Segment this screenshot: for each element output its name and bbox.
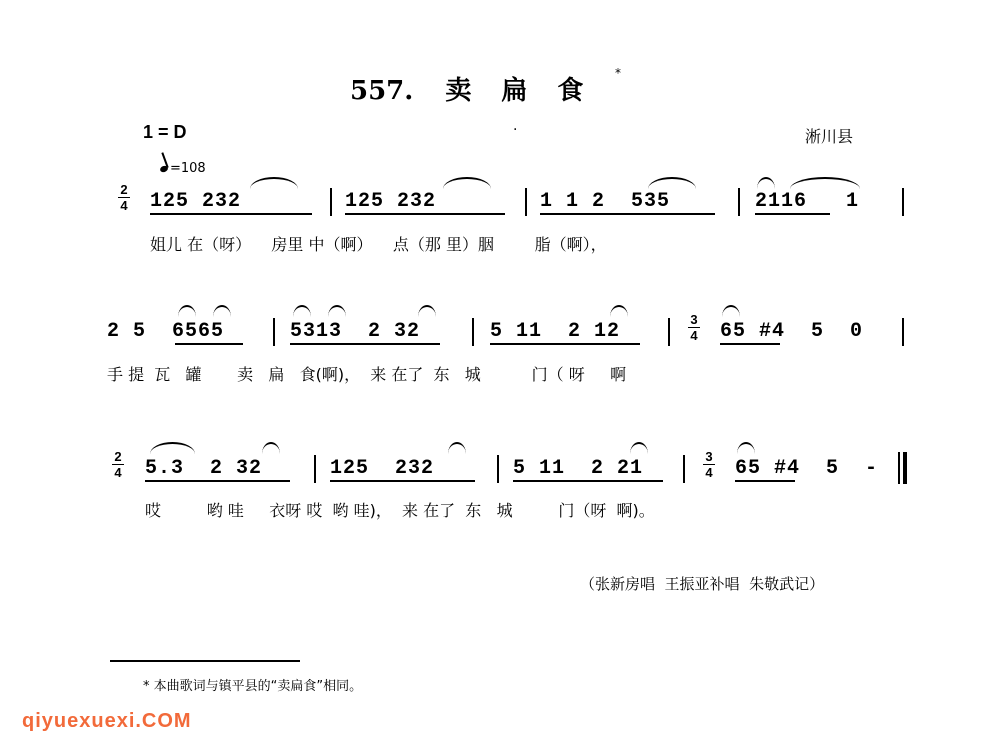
- measure-notes: 125 232: [150, 190, 242, 213]
- tempo-marking: [160, 161, 206, 176]
- beam-underline: [735, 480, 795, 482]
- beam-underline: [513, 480, 663, 482]
- time-signature-2-4: 2 4: [112, 450, 124, 479]
- beam-underline: [150, 213, 312, 215]
- slur: [610, 305, 628, 317]
- key-signature: 1 = D: [143, 122, 187, 142]
- slur: [150, 442, 195, 454]
- measure-notes: 65 #4 5 -: [735, 457, 879, 480]
- title-char: 食: [557, 76, 584, 106]
- time-signature-3-4: 3 4: [688, 313, 700, 342]
- beam-underline: [145, 480, 290, 482]
- slur: [648, 177, 696, 189]
- beam-underline: [755, 213, 830, 215]
- slur: [448, 442, 466, 454]
- final-bar-thick: [903, 452, 907, 484]
- measure-notes: 5 11 2 12: [490, 320, 621, 343]
- beam-underline: [490, 343, 640, 345]
- measure-notes: 125 232: [345, 190, 437, 213]
- lyrics-line: 姐儿 在（呀） 房里 中（啊） 点（那 里）胭 脂（啊），: [150, 235, 607, 254]
- bar-line: [497, 455, 499, 483]
- measure-notes: 65 #4 5 0: [720, 320, 864, 343]
- lyrics-line: 手 提 瓦 罐 卖 扁 食(啊)， 来 在了 东 城 门（ 呀 啊: [107, 365, 627, 384]
- slur: [328, 305, 346, 317]
- performer-credit: （张新房唱 王振亚补唱 朱敬武记）: [580, 575, 825, 593]
- county-label: 淅川县: [805, 127, 854, 146]
- measure-notes: 5 11 2 21: [513, 457, 644, 480]
- beam-underline: [175, 343, 243, 345]
- bar-line: [273, 318, 275, 346]
- title-char: 卖: [445, 76, 472, 106]
- slur: [630, 442, 648, 454]
- song-number: 557.: [350, 76, 414, 106]
- title-char: 扁: [501, 76, 528, 106]
- bar-line: [314, 455, 316, 483]
- bar-line: [525, 188, 527, 216]
- slur: [178, 305, 196, 317]
- footnote-mark: *: [615, 66, 621, 80]
- slur: [722, 305, 740, 317]
- measure-notes: 1 1 2 535: [540, 190, 671, 213]
- beam-underline: [720, 343, 780, 345]
- measure-notes: 5.3 2 32: [145, 457, 263, 480]
- footnote-divider: [110, 660, 300, 662]
- measure-notes: 125 232: [330, 457, 435, 480]
- footnote-text: * 本曲歌词与镇平县的“卖扁食”相同。: [143, 679, 363, 694]
- bar-line: [330, 188, 332, 216]
- measure-notes: 5313 2 32: [290, 320, 421, 343]
- site-watermark: qiyuexuexi.COM: [22, 710, 192, 732]
- bar-line: [668, 318, 670, 346]
- slur: [418, 305, 436, 317]
- measure-notes: 2 5 6565: [107, 320, 225, 343]
- quarter-note-icon: [159, 164, 169, 172]
- slur: [250, 177, 298, 189]
- lyrics-line: 哎 哟 哇 衣呀 哎 哟 哇)， 来 在了 东 城 门（呀 啊)。: [145, 501, 655, 520]
- slur: [443, 177, 491, 189]
- time-signature-2-4: 2 4: [118, 183, 130, 212]
- bar-line: [683, 455, 685, 483]
- slur: [737, 442, 755, 454]
- beam-underline: [540, 213, 715, 215]
- beam-underline: [290, 343, 440, 345]
- slur: [757, 177, 775, 189]
- slur: [790, 177, 860, 189]
- measure-notes: 2116 1: [755, 190, 860, 213]
- slur: [213, 305, 231, 317]
- slur: [262, 442, 280, 454]
- slur: [293, 305, 311, 317]
- final-bar-thin: [898, 452, 900, 484]
- page-title: [350, 70, 583, 107]
- beam-underline: [345, 213, 505, 215]
- bar-line: [902, 188, 904, 216]
- bar-line: [738, 188, 740, 216]
- bar-line: [472, 318, 474, 346]
- tempo-value: =108: [170, 161, 206, 176]
- bar-line: [902, 318, 904, 346]
- beam-underline: [330, 480, 475, 482]
- stray-dot: ·: [513, 122, 518, 138]
- time-signature-3-4: 3 4: [703, 450, 715, 479]
